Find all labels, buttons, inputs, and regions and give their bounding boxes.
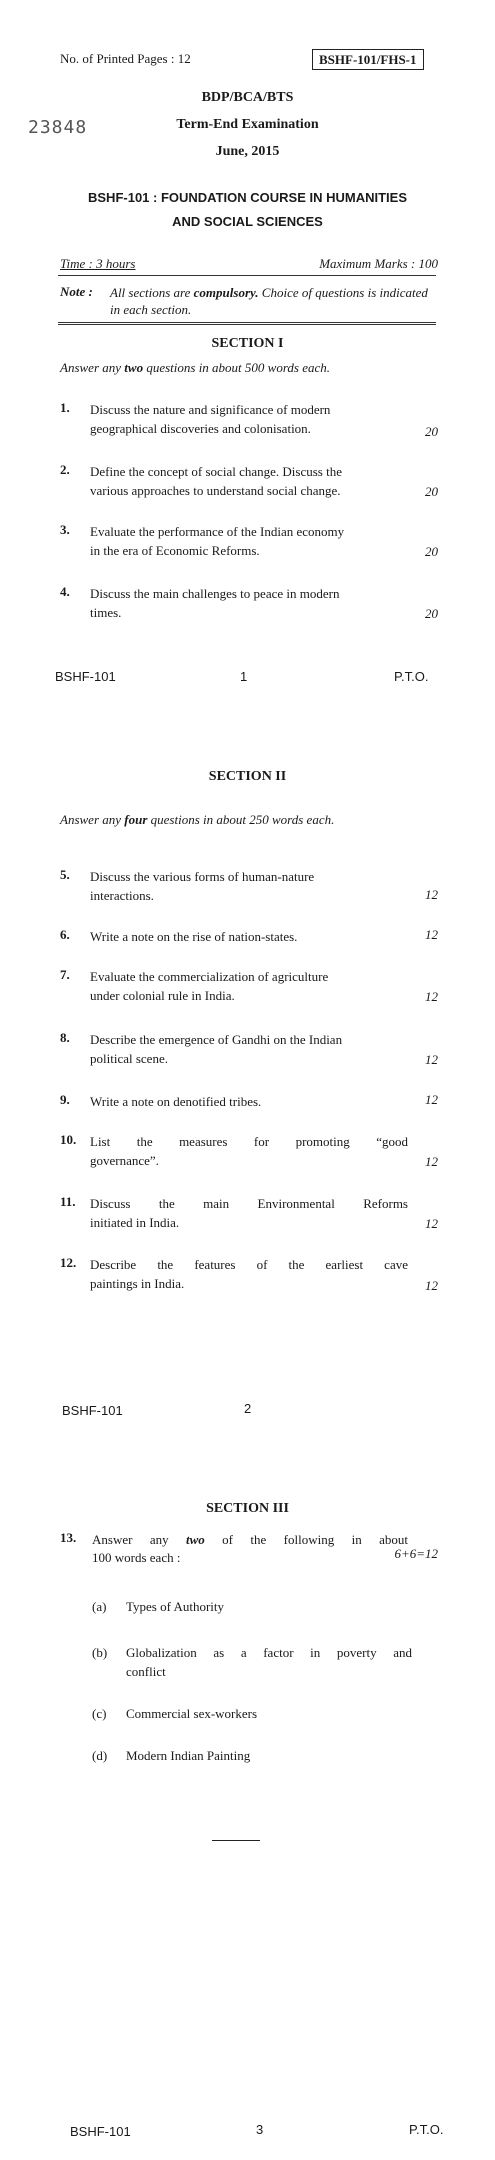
subpart-label: (d) bbox=[92, 1748, 108, 1763]
question-text: Describe the features of the earliest cave bbox=[90, 1257, 408, 1272]
subpart-text: Commercial sex-workers bbox=[126, 1706, 258, 1721]
question-number: 13. bbox=[60, 1530, 77, 1545]
footer-page-number: 1 bbox=[240, 669, 248, 684]
question-number: 2. bbox=[60, 462, 70, 477]
question-number: 1. bbox=[60, 400, 70, 415]
question-number: 5. bbox=[60, 867, 70, 882]
section-2-title: SECTION II bbox=[208, 769, 287, 784]
header-divider bbox=[58, 275, 436, 276]
subpart-label: (c) bbox=[92, 1706, 107, 1721]
note-divider bbox=[58, 322, 436, 325]
question-marks: 6+6=12 bbox=[394, 1546, 438, 1561]
question-marks: 12 bbox=[425, 1092, 438, 1107]
question-text-continued: paintings in India. bbox=[90, 1276, 185, 1291]
question-number: 9. bbox=[60, 1092, 70, 1107]
footer-page-number: 3 bbox=[256, 2122, 264, 2137]
question-text: Discuss the main Environmental Reforms bbox=[90, 1196, 408, 1211]
question-text: Describe the emergence of Gandhi on the Indian political scene. bbox=[90, 1032, 343, 1066]
question-number: 12. bbox=[60, 1255, 77, 1270]
question-marks: 20 bbox=[425, 424, 438, 439]
question-marks: 12 bbox=[425, 1052, 438, 1067]
question-text-continued: initiated in India. bbox=[90, 1215, 180, 1230]
footer-pto: P.T.O. bbox=[409, 2122, 444, 2137]
question-text: Discuss the various forms of human-nature interactions. bbox=[90, 869, 315, 903]
section-1-instruction: Answer any two questions in about 500 words each. bbox=[60, 360, 331, 375]
question-marks: 12 bbox=[425, 927, 438, 942]
section-3-title: SECTION III bbox=[206, 1501, 289, 1516]
question-marks: 20 bbox=[425, 544, 438, 559]
time-allowed: Time : 3 hours bbox=[60, 256, 136, 271]
question-marks: 12 bbox=[425, 887, 438, 902]
subpart-text: Modern Indian Painting bbox=[126, 1748, 251, 1763]
question-text: Write a note on denotified tribes. bbox=[90, 1094, 262, 1109]
exam-date: June, 2015 bbox=[215, 144, 280, 159]
question-number: 10. bbox=[60, 1132, 77, 1147]
course-title-line1: BSHF-101 : FOUNDATION COURSE IN HUMANITIES bbox=[88, 190, 407, 205]
question-text: Discuss the nature and significance of modern geographical discoveries and colonisation. bbox=[90, 402, 331, 436]
question-number: 6. bbox=[60, 927, 70, 942]
note-label: Note : bbox=[60, 284, 93, 299]
question-text: Discuss the main challenges to peace in modern times. bbox=[90, 586, 340, 620]
question-marks: 12 bbox=[425, 989, 438, 1004]
end-of-paper-rule bbox=[212, 1840, 260, 1841]
subpart-label: (b) bbox=[92, 1645, 108, 1660]
footer-page-number: 2 bbox=[244, 1401, 252, 1416]
exam-title: Term-End Examination bbox=[176, 117, 319, 132]
question-text: Evaluate the commercialization of agriculture under colonial rule in India. bbox=[90, 969, 329, 1003]
question-text: Answer any two of the following in about bbox=[92, 1532, 408, 1547]
course-title-line2: AND SOCIAL SCIENCES bbox=[172, 214, 323, 229]
subpart-label: (a) bbox=[92, 1599, 107, 1614]
note-text: All sections are compulsory. Choice of questions is indicated in each section. bbox=[110, 285, 428, 317]
paper-code-box: BSHF-101/FHS-1 bbox=[312, 49, 424, 70]
question-number: 7. bbox=[60, 967, 70, 982]
question-marks: 12 bbox=[425, 1216, 438, 1231]
question-text-continued: 100 words each : bbox=[92, 1550, 181, 1565]
question-text: List the measures for promoting “good bbox=[90, 1134, 408, 1149]
footer-paper-code: BSHF-101 bbox=[55, 669, 116, 684]
question-text: Write a note on the rise of nation-states. bbox=[90, 929, 298, 944]
programme-title: BDP/BCA/BTS bbox=[201, 90, 294, 105]
question-number: 8. bbox=[60, 1030, 70, 1045]
footer-paper-code: BSHF-101 bbox=[62, 1403, 123, 1418]
question-number: 4. bbox=[60, 584, 70, 599]
serial-number: 23848 bbox=[28, 117, 88, 138]
question-text: Evaluate the performance of the Indian economy in the era of Economic Reforms. bbox=[90, 524, 345, 558]
question-text-continued: governance”. bbox=[90, 1153, 159, 1168]
subpart-text: Types of Authority bbox=[126, 1599, 225, 1614]
subpart-text-continued: conflict bbox=[126, 1664, 166, 1679]
section-1-title: SECTION I bbox=[211, 336, 284, 351]
question-number: 3. bbox=[60, 522, 70, 537]
footer-paper-code: BSHF-101 bbox=[70, 2124, 131, 2139]
question-marks: 20 bbox=[425, 484, 438, 499]
footer-pto: P.T.O. bbox=[394, 669, 429, 684]
subpart-text: Globalization as a factor in poverty and bbox=[126, 1645, 412, 1660]
question-text: Define the concept of social change. Discuss the various approaches to understand social change. bbox=[90, 464, 342, 498]
maximum-marks: Maximum Marks : 100 bbox=[319, 256, 438, 271]
printed-pages-count: No. of Printed Pages : 12 bbox=[60, 51, 191, 66]
section-2-instruction: Answer any four questions in about 250 words each. bbox=[60, 812, 335, 827]
question-number: 11. bbox=[60, 1194, 76, 1209]
question-marks: 12 bbox=[425, 1278, 438, 1293]
question-marks: 12 bbox=[425, 1154, 438, 1169]
question-marks: 20 bbox=[425, 606, 438, 621]
